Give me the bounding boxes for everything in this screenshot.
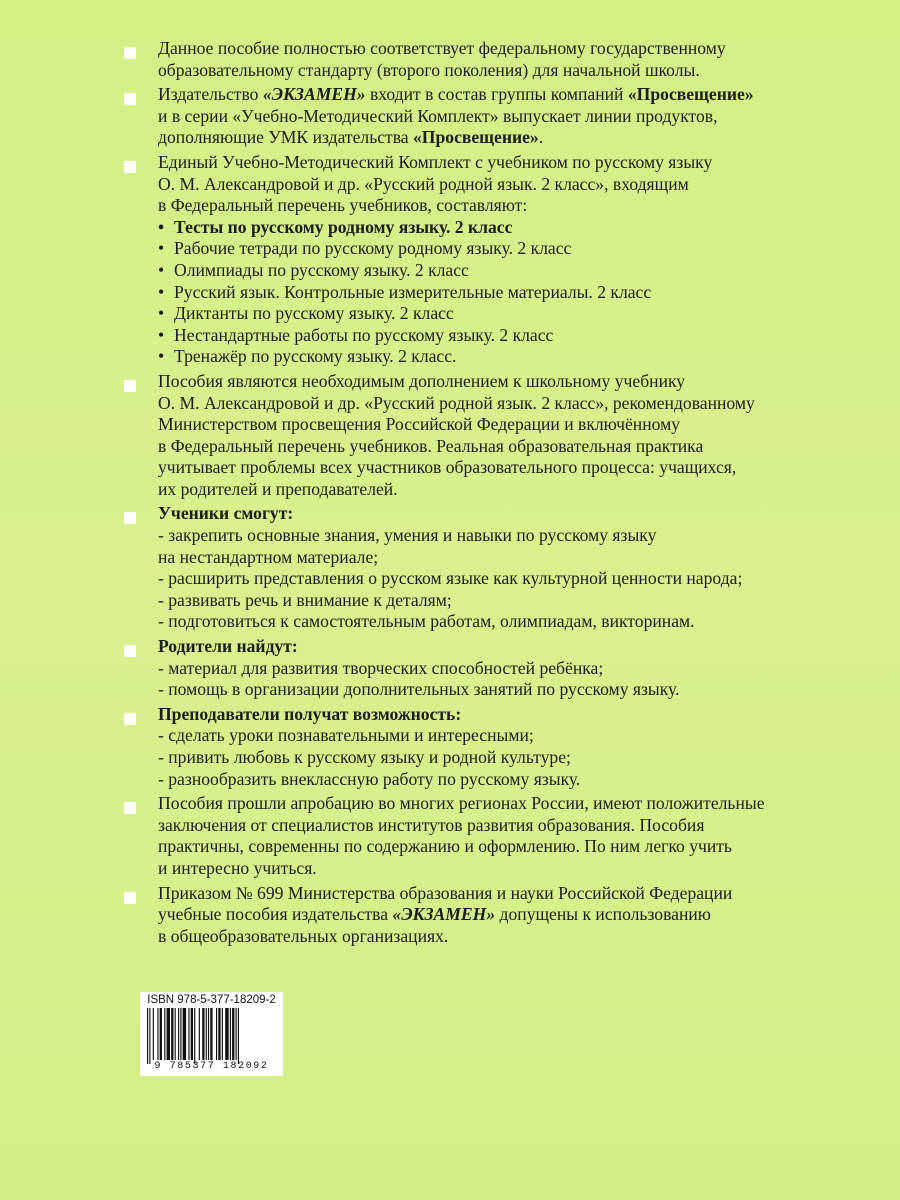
group-name: «Просвещение» bbox=[413, 127, 539, 148]
paragraph-order bbox=[0, 883, 900, 948]
paragraph-publisher bbox=[0, 84, 900, 149]
umk-list bbox=[158, 217, 860, 368]
isbn-label: ISBN 978-5-377-18209-2 bbox=[147, 994, 276, 1006]
barcode-bar bbox=[180, 1008, 181, 1060]
barcode-bar bbox=[222, 1008, 223, 1060]
text-line bbox=[158, 84, 860, 106]
list-item: • Тесты по русскому родному языку. 2 класс bbox=[158, 217, 860, 239]
section-heading: Родители найдут: bbox=[158, 636, 298, 657]
text-line: Приказом № 699 Министерства образования и науки Российской Федерации bbox=[158, 882, 733, 903]
text-line: - развивать речь и внимание к деталям; bbox=[158, 589, 452, 610]
barcode-bar bbox=[225, 1008, 228, 1060]
barcode-bar bbox=[210, 1008, 212, 1060]
cover-text bbox=[0, 38, 900, 950]
text-fragment: учебные пособия издательства bbox=[158, 904, 393, 925]
text-line: на нестандартном материале; bbox=[158, 546, 379, 567]
text-line bbox=[158, 127, 860, 149]
text-line bbox=[158, 904, 860, 926]
barcode-bar bbox=[157, 1008, 158, 1060]
text-line: заключения от специалистов институтов развития образования. Пособия bbox=[158, 814, 705, 835]
group-name: «Просвещение» bbox=[627, 84, 754, 105]
paragraph-umk bbox=[0, 152, 900, 368]
barcode-bar bbox=[202, 1008, 204, 1060]
text-line: Пособия являются необходимым дополнением к школьному учебнику bbox=[158, 370, 686, 391]
text-line: - подготовиться к самостоятельным работам, олимпиадам, викторинам. bbox=[158, 611, 695, 632]
text-fragment: дополняющие УМК издательства bbox=[158, 127, 413, 148]
barcode-bar bbox=[208, 1008, 209, 1060]
barcode-bar bbox=[199, 1008, 200, 1060]
barcode-bar bbox=[194, 1008, 195, 1064]
barcode-bar bbox=[167, 1008, 170, 1060]
barcode-bar bbox=[206, 1008, 207, 1060]
barcode-bar bbox=[160, 1008, 162, 1060]
text-line: - помощь в организации дополнительных занятий по русскому языку. bbox=[158, 679, 680, 700]
text-fragment: допущены к использованию bbox=[495, 904, 711, 925]
publisher-brand: «ЭКЗАМЕН» bbox=[392, 904, 496, 925]
publisher-brand: «ЭКЗАМЕН» bbox=[262, 84, 366, 105]
text-line: Министерством просвещения Российской Федерации и включённому bbox=[158, 414, 681, 435]
section-heading: Преподаватели получат возможность: bbox=[158, 703, 462, 724]
barcode-bar bbox=[149, 1008, 150, 1064]
text-fragment: входит в состав группы компаний bbox=[365, 84, 628, 105]
list-item: • Диктанты по русскому языку. 2 класс bbox=[158, 303, 860, 325]
list-item: • Олимпиады по русскому языку. 2 класс bbox=[158, 260, 860, 282]
text-line: Пособия прошли апробацию во многих регионах России, имеют положительные bbox=[158, 793, 765, 814]
text-line: и в серии «Учебно-Методический Комплект» выпускает линии продуктов, bbox=[158, 105, 718, 126]
square-bullet-icon bbox=[124, 47, 136, 59]
square-bullet-icon bbox=[124, 713, 136, 725]
isbn-barcode bbox=[140, 992, 283, 1076]
text-line: учитывает проблемы всех участников образовательного процесса: учащихся, bbox=[158, 457, 737, 478]
square-bullet-icon bbox=[124, 892, 136, 904]
barcode-bar bbox=[164, 1008, 165, 1060]
square-bullet-icon bbox=[124, 161, 136, 173]
barcode-digits: 9 785377 182092 bbox=[154, 1061, 269, 1072]
text-line: в общеобразовательных организациях. bbox=[158, 925, 449, 946]
list-item: • Нестандартные работы по русскому языку. 2 класс bbox=[158, 325, 860, 347]
barcode-bar bbox=[147, 1008, 148, 1064]
paragraph-standard bbox=[0, 38, 900, 81]
text-line: О. М. Александровой и др. «Русский родной язык. 2 класс», рекомендованному bbox=[158, 392, 755, 413]
barcode-bar bbox=[238, 1008, 239, 1064]
text-line: Единый Учебно-Методический Комплект с учебником по русскому языку bbox=[158, 151, 713, 172]
text-fragment: Издательство bbox=[158, 84, 263, 105]
text-line: - материал для развития творческих способностей ребёнка; bbox=[158, 657, 604, 678]
paragraph-parents bbox=[0, 636, 900, 701]
barcode-bar bbox=[175, 1008, 176, 1060]
barcode-bar bbox=[188, 1008, 189, 1060]
list-item: • Русский язык. Контрольные измерительные материалы. 2 класс bbox=[158, 282, 860, 304]
text-line: О. М. Александровой и др. «Русский родной язык. 2 класс», входящим bbox=[158, 173, 689, 194]
barcode-bars-icon bbox=[146, 1008, 277, 1064]
paragraph-approbation bbox=[0, 793, 900, 879]
text-line: их родителей и преподавателей. bbox=[158, 478, 398, 499]
paragraph-teachers bbox=[0, 704, 900, 790]
barcode-bar bbox=[230, 1008, 231, 1060]
square-bullet-icon bbox=[124, 93, 136, 105]
text-line: в Федеральный перечень учебников, составляют: bbox=[158, 195, 528, 216]
text-line: - расширить представления о русском языке как культурной ценности народа; bbox=[158, 568, 743, 589]
square-bullet-icon bbox=[124, 512, 136, 524]
section-heading: Ученики смогут: bbox=[158, 503, 294, 524]
barcode-bar bbox=[183, 1008, 186, 1060]
barcode-bar bbox=[232, 1008, 234, 1060]
text-line: - разнообразить внеклассную работу по русскому языку. bbox=[158, 768, 581, 789]
text-fragment: . bbox=[538, 127, 544, 148]
barcode-bar bbox=[178, 1008, 179, 1060]
text-line: - сделать уроки познавательными и интересными; bbox=[158, 725, 534, 746]
list-item: • Тренажёр по русскому языку. 2 класс. bbox=[158, 346, 860, 368]
barcode-bar bbox=[171, 1008, 173, 1060]
barcode-bar bbox=[218, 1008, 220, 1060]
paragraph-students bbox=[0, 503, 900, 633]
text-line: - привить любовь к русскому языку и родной культуре; bbox=[158, 747, 571, 767]
barcode-bar bbox=[153, 1008, 154, 1060]
barcode-bar bbox=[236, 1008, 237, 1060]
square-bullet-icon bbox=[124, 645, 136, 657]
barcode-bar bbox=[216, 1008, 217, 1060]
barcode-bar bbox=[191, 1008, 193, 1060]
paragraph-supplement bbox=[0, 371, 900, 501]
text-line: в Федеральный перечень учебников. Реальная образовательная практика bbox=[158, 435, 704, 456]
text-line: - закрепить основные знания, умения и навыки по русскому языку bbox=[158, 525, 657, 546]
text-line: Данное пособие полностью соответствует федеральному государственному bbox=[158, 38, 726, 58]
text-line: образовательному стандарту (второго поколения) для начальной школы. bbox=[158, 59, 700, 80]
text-line: практичны, современны по содержанию и оформлению. По ним легко учить bbox=[158, 836, 732, 857]
square-bullet-icon bbox=[124, 380, 136, 392]
text-line: и интересно учиться. bbox=[158, 857, 317, 878]
list-item: • Рабочие тетради по русскому родному языку. 2 класс bbox=[158, 238, 860, 260]
square-bullet-icon bbox=[124, 802, 136, 814]
